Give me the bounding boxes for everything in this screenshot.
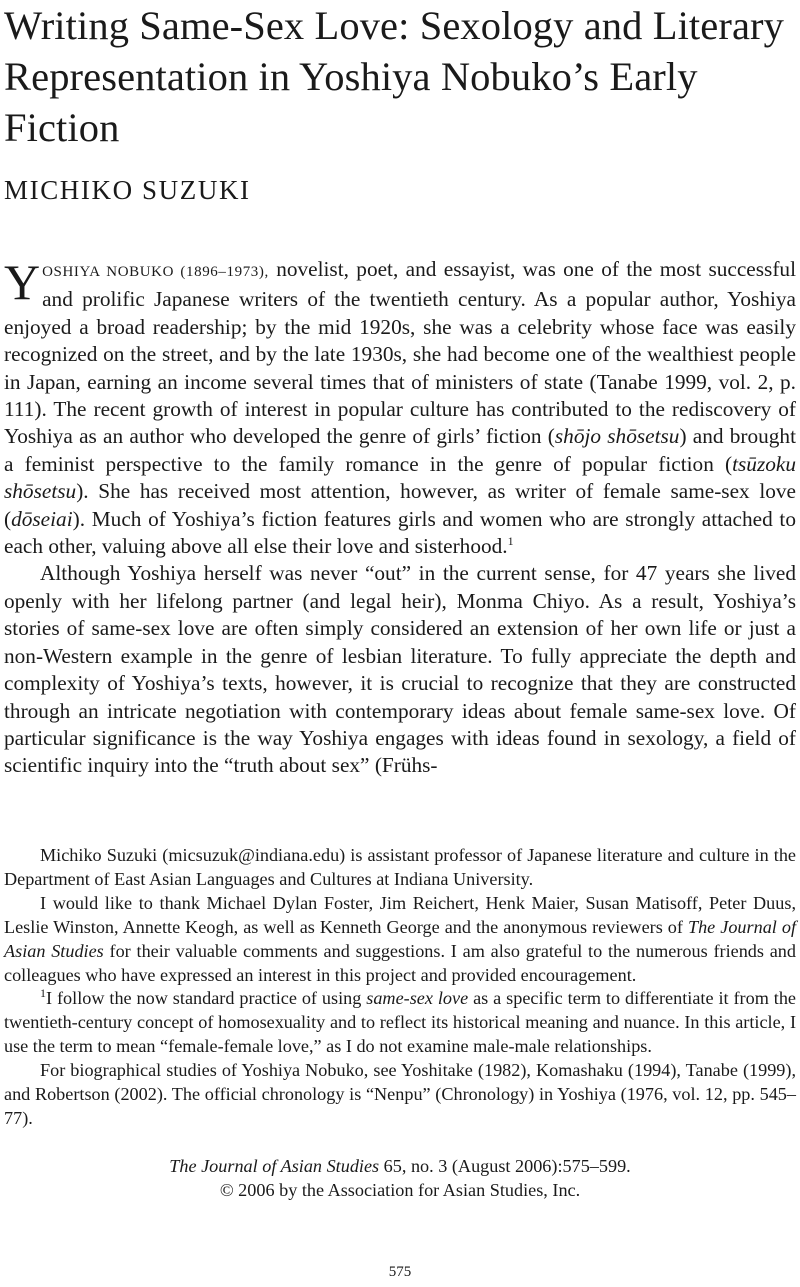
- author-affiliation-note: Michiko Suzuki (micsuzuk@indiana.edu) is assistant professor of Japanese literature and culture in the Department of East Asian Languages and Cultures at Indiana University.: [4, 845, 796, 889]
- article-title: Writing Same-Sex Love: Sexology and Literary Representation in Yoshiya Nobuko’s Early Fiction: [4, 3, 784, 150]
- footnote-reference: 1: [507, 533, 514, 548]
- author-name-smallcaps: OSHIYA NOBUKO (1896–1973),: [42, 264, 269, 280]
- text-run: as a specific term to differentiate it from the twentieth-century concept of homosexuality and to reflect its historical meaning and nuance. In this article, I use the term to mean “female-female love,” as I do not examine male-male relationships.: [4, 988, 796, 1057]
- journal-citation: [0, 1154, 800, 1202]
- copyright-line: © 2006 by the Association for Asian Studies, Inc.: [219, 1180, 581, 1200]
- journal-name: The Journal of Asian Studies: [169, 1156, 380, 1176]
- italic-term: shōjo shōsetsu: [554, 424, 680, 449]
- italic-term: dōseiai: [11, 506, 73, 531]
- text-run: ). Much of Yoshiya’s fiction features girls and women who are strongly attached to each other, valuing above all else their love and sisterhood.: [4, 506, 796, 559]
- citation-line: [0, 1154, 800, 1178]
- drop-cap: Y: [4, 254, 41, 310]
- text-run: novelist, poet, and essayist, was one of the most successful and prolific Japanese writers of the twentieth century. As a popular author, Yoshiya enjoyed a broad readership; by the mid 1920s, she was a celebrity whose face was easily recognized on the street, and by the late 1930s, she had become one of the wealthiest people in Japan, earning an income several times that of ministers of state (Tanabe 1999, vol. 2, p. 111). The recent growth of interest in popular culture has contributed to the rediscovery of Yoshiya as an author who developed the genre of girls’ fiction (: [4, 257, 796, 449]
- body-paragraph-1: [4, 256, 796, 560]
- citation-details: 65, no. 3 (August 2006):575–599.: [379, 1156, 631, 1176]
- text-run: I follow the now standard practice of using: [46, 988, 367, 1009]
- footnotes: [4, 844, 796, 1131]
- text-run: ). She has received most attention, however, as writer of female same-sex love (: [4, 479, 796, 531]
- text-run: I would like to thank Michael Dylan Foster, Jim Reichert, Henk Maier, Susan Matisoff, Peter Duus, Leslie Winston, Annette Keogh, as well as Kenneth George and the anonymous reviewers of: [4, 892, 796, 937]
- article-author: MICHIKO SUZUKI: [4, 175, 251, 205]
- footnote-number: 1: [40, 986, 46, 1001]
- footnote-1: [4, 987, 796, 1059]
- italic-term: tsūzoku shōsetsu: [4, 451, 796, 504]
- italic-term: same-sex love: [366, 988, 469, 1009]
- biography-note: For biographical studies of Yoshiya Nobuko, see Yoshitake (1982), Komashaku (1994), Tanabe (1999), and Robertson (2002). The official chronology is “Nenpu” (Chronology) in Yoshiya (1976, vol. 12, pp. 545–77).: [4, 1060, 796, 1128]
- text-run: for their valuable comments and suggestions. I am also grateful to the numerous friends and colleagues who have expressed an interest in this project and provided encouragement.: [4, 940, 796, 985]
- italic-term: The Journal of Asian Studies: [4, 916, 797, 961]
- text-run: ) and brought a feminist perspective to the family romance in the genre of popular fiction (: [4, 424, 796, 476]
- body-paragraph-2: Although Yoshiya herself was never “out” in the current sense, for 47 years she lived openly with her lifelong partner (and legal heir), Monma Chiyo. As a result, Yoshiya’s stories of same-sex love are often simply considered an extension of her own life or just a non-Western example in the genre of lesbian literature. To fully appreciate the depth and complexity of Yoshiya’s texts, however, it is crucial to recognize that they are constructed through an intricate negotiation with contemporary ideas about female same-sex love. Of particular significance is the way Yoshiya engages with ideas found in sexology, a field of scientific inquiry into the “truth about sex” (Frühs-: [4, 561, 796, 778]
- page-number: 575: [388, 1264, 412, 1280]
- acknowledgments-note: [4, 892, 796, 988]
- article-body: [4, 256, 796, 780]
